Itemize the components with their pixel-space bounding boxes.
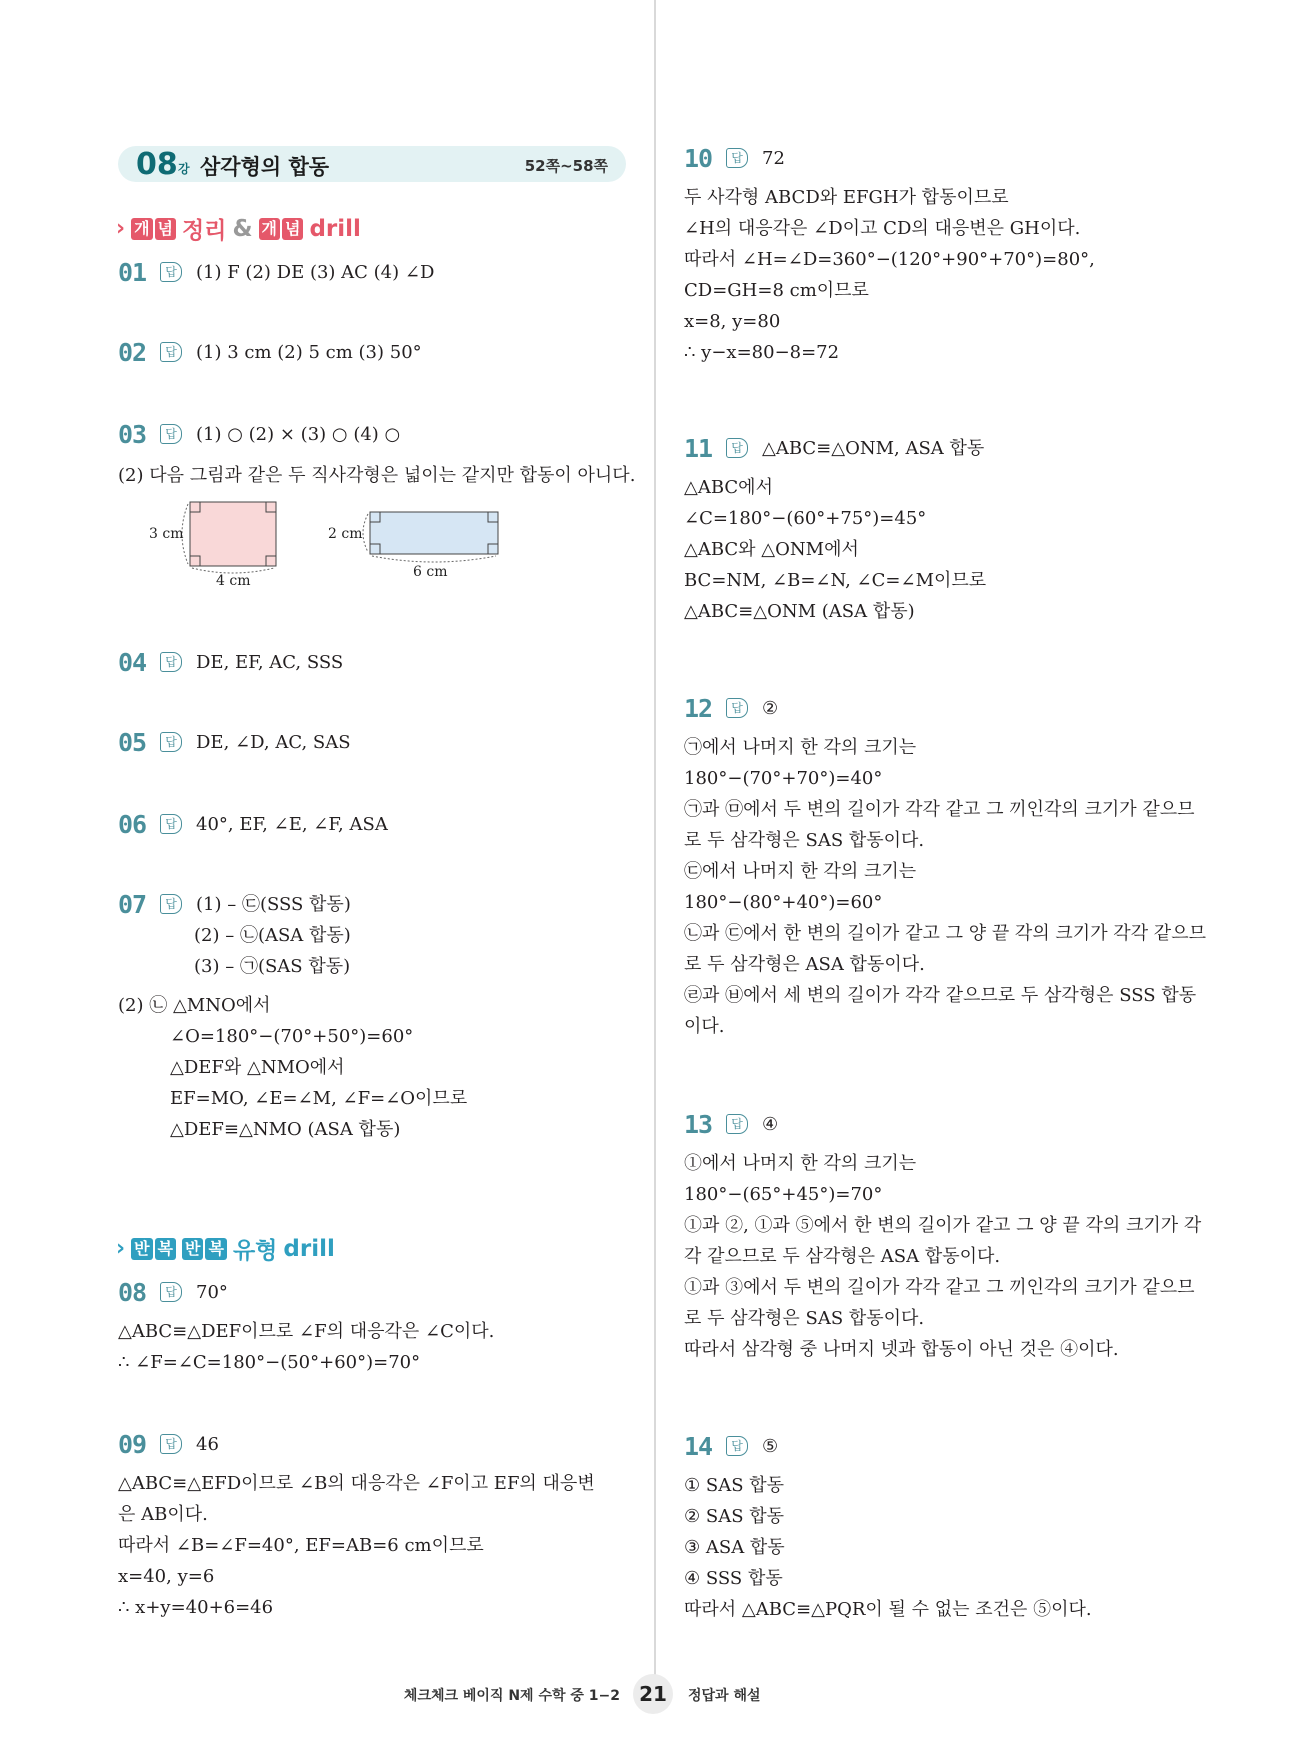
explanation-line: ㉡과 ㉢에서 한 변의 길이가 같고 그 양 끝 각의 크기가 각각 같으므 — [684, 923, 1206, 944]
dim-arc — [363, 514, 368, 552]
explanation-line: 로 두 삼각형은 SAS 합동이다. — [684, 830, 925, 851]
answer-text: 70° — [196, 1281, 228, 1303]
question-number: 04 — [118, 647, 147, 677]
question-09 — [118, 1428, 595, 1623]
explanation-line: ∠H의 대응각은 ∠D이고 CD의 대응변은 GH이다. — [684, 218, 1081, 239]
question-07 — [118, 888, 467, 1145]
answer-text: (2) – ㉡(ASA 합동) — [194, 925, 351, 946]
section-header-drill — [116, 1232, 335, 1265]
explanation-line: 180°−(80°+40°)=60° — [684, 892, 883, 913]
answer-text: (1) F (2) DE (3) AC (4) ∠D — [196, 261, 435, 283]
tag-repeat-1: 반 복 — [131, 1238, 176, 1260]
explanation-line: 180°−(65°+45°)=70° — [684, 1184, 883, 1205]
rect2-height-label: 2 cm — [328, 526, 363, 542]
explanation-line: ③ ASA 합동 — [684, 1537, 785, 1558]
answer-text: (3) – ㉠(SAS 합동) — [194, 956, 351, 977]
question-number: 06 — [118, 809, 147, 839]
explanation-line: 두 사각형 ABCD와 EFGH가 합동이므로 — [684, 187, 1009, 208]
answer-text: △ABC≡△ONM, ASA 합동 — [762, 437, 985, 459]
question-number: 03 — [118, 419, 147, 449]
chapter-title: 삼각형의 합동 — [200, 155, 330, 179]
page-number: 21 — [633, 1674, 673, 1714]
explanation-line: ④ SSS 합동 — [684, 1568, 783, 1589]
explanation-line: ㉣과 ㉥에서 세 변의 길이가 각각 같으므로 두 삼각형은 SSS 합동 — [684, 985, 1197, 1006]
explanation-line: ∴ x+y=40+6=46 — [118, 1597, 274, 1618]
footer-section: 정답과 해설 — [688, 1688, 761, 1704]
explanation-line: 따라서 △ABC≡△PQR이 될 수 없는 조건은 ⑤이다. — [684, 1599, 1092, 1620]
rectangles-figure — [140, 496, 520, 591]
tag-concept-1: 개 념 — [131, 218, 176, 240]
question-number: 13 — [684, 1109, 713, 1139]
chapter-header — [118, 146, 626, 182]
explanation-line: x=8, y=80 — [684, 311, 781, 332]
rectangle-3x4 — [190, 502, 276, 566]
answer-badge: 답 — [726, 148, 748, 168]
page-footer — [0, 1672, 1300, 1712]
footer-book-title: 체크체크 베이직 N제 수학 중 1−2 — [403, 1688, 620, 1704]
rect2-width-label: 6 cm — [413, 564, 448, 580]
explanation-line: 따라서 ∠H=∠D=360°−(120°+90°+70°)=80°, — [684, 249, 1095, 270]
question-number: 07 — [118, 889, 147, 919]
question-02 — [118, 336, 422, 368]
section-text: 유형 — [232, 1238, 278, 1264]
explanation-line: △ABC≡△DEF이므로 ∠F의 대응각은 ∠C이다. — [118, 1321, 495, 1342]
answer-text: DE, EF, AC, SSS — [196, 651, 344, 673]
explanation-line: ①과 ②, ①과 ⑤에서 한 변의 길이가 같고 그 양 끝 각의 크기가 각 — [684, 1215, 1202, 1236]
answer-badge: 답 — [160, 732, 182, 752]
question-number: 11 — [684, 433, 713, 463]
answer-text: 46 — [196, 1433, 219, 1455]
section-amp: & — [232, 215, 253, 242]
question-04 — [118, 646, 343, 678]
section-drill: drill — [283, 1235, 335, 1262]
question-number: 14 — [684, 1431, 713, 1461]
question-12 — [684, 692, 1206, 1042]
chevron-right-icon: › — [116, 216, 126, 241]
answer-text: 72 — [762, 147, 785, 169]
chapter-kang: 강 — [178, 162, 190, 176]
explanation-line: ㉠에서 나머지 한 각의 크기는 — [684, 737, 917, 758]
explanation-line: 이다. — [684, 1016, 725, 1037]
rect1-height-label: 3 cm — [149, 526, 184, 542]
question-01 — [118, 256, 434, 288]
question-14 — [684, 1430, 1092, 1625]
question-number: 09 — [118, 1429, 147, 1459]
tag-concept-2: 개 념 — [259, 218, 304, 240]
dim-arc — [372, 556, 496, 562]
answer-badge: 답 — [726, 1114, 748, 1134]
question-number: 02 — [118, 337, 147, 367]
explanation-line: x=40, y=6 — [118, 1566, 215, 1587]
question-08 — [118, 1276, 494, 1378]
explanation-line: 로 두 삼각형은 SAS 합동이다. — [684, 1308, 925, 1329]
answer-text: 40°, EF, ∠E, ∠F, ASA — [196, 813, 388, 835]
explanation-line: ㉠과 ㉤에서 두 변의 길이가 각각 같고 그 끼인각의 크기가 같으므 — [684, 799, 1195, 820]
explanation-line: ∠C=180°−(60°+75°)=45° — [684, 508, 927, 529]
explanation-line: BC=NM, ∠B=∠N, ∠C=∠M이므로 — [684, 570, 987, 591]
chevron-right-icon: › — [116, 1236, 126, 1261]
answer-badge: 답 — [726, 438, 748, 458]
explanation-line: ① SAS 합동 — [684, 1475, 785, 1496]
explanation-line: △ABC와 △ONM에서 — [684, 539, 859, 560]
answer-text: ④ — [762, 1113, 779, 1135]
question-13 — [684, 1108, 1201, 1365]
explanation-line: ①과 ③에서 두 변의 길이가 각각 같고 그 끼인각의 크기가 같으므 — [684, 1277, 1195, 1298]
explanation-line: △ABC≡△EFD이므로 ∠B의 대응각은 ∠F이고 EF의 대응변 — [118, 1473, 595, 1494]
question-05 — [118, 726, 351, 758]
column-divider — [654, 0, 656, 1680]
explanation-line: ①에서 나머지 한 각의 크기는 — [684, 1153, 917, 1174]
question-10 — [684, 142, 1095, 368]
question-11 — [684, 432, 986, 627]
answer-badge: 답 — [160, 1282, 182, 1302]
question-number: 05 — [118, 727, 147, 757]
explanation-line: △DEF≡△NMO (ASA 합동) — [170, 1119, 401, 1140]
explanation-line: CD=GH=8 cm이므로 — [684, 280, 869, 301]
explanation-line: ∠O=180°−(70°+50°)=60° — [170, 1026, 414, 1047]
answer-text: (1) 3 cm (2) 5 cm (3) 50° — [196, 341, 422, 363]
answer-badge: 답 — [160, 652, 182, 672]
explanation-line: 각 같으므로 두 삼각형은 ASA 합동이다. — [684, 1246, 1001, 1267]
question-03 — [118, 418, 635, 491]
explanation-line: (2) ㉡ △MNO에서 — [118, 995, 271, 1016]
explanation-line: EF=MO, ∠E=∠M, ∠F=∠O이므로 — [170, 1088, 468, 1109]
question-number: 08 — [118, 1277, 147, 1307]
answer-text: (1) – ㉢(SSS 합동) — [196, 893, 351, 915]
answer-text: DE, ∠D, AC, SAS — [196, 731, 351, 753]
explanation-line: (2) 다음 그림과 같은 두 직사각형은 넓이는 같지만 합동이 아니다. — [118, 465, 636, 486]
explanation-line: 따라서 삼각형 중 나머지 넷과 합동이 아닌 것은 ④이다. — [684, 1339, 1119, 1360]
explanation-line: ∴ y−x=80−8=72 — [684, 342, 840, 363]
answer-badge: 답 — [160, 424, 182, 444]
answer-badge: 답 — [160, 894, 182, 914]
answer-text: ⑤ — [762, 1435, 779, 1457]
explanation-line: ∴ ∠F=∠C=180°−(50°+60°)=70° — [118, 1352, 421, 1373]
explanation-line: 따라서 ∠B=∠F=40°, EF=AB=6 cm이므로 — [118, 1535, 484, 1556]
section-text-1: 정리 — [182, 218, 227, 244]
explanation-line: △ABC에서 — [684, 477, 773, 498]
question-number: 01 — [118, 257, 147, 287]
tag-repeat-2: 반 복 — [182, 1238, 227, 1260]
explanation-line: △ABC≡△ONM (ASA 합동) — [684, 601, 915, 622]
section-header-concept — [116, 212, 361, 245]
answer-badge: 답 — [160, 262, 182, 282]
answer-badge: 답 — [160, 814, 182, 834]
answer-badge: 답 — [726, 698, 748, 718]
answer-badge: 답 — [160, 1434, 182, 1454]
answer-badge: 답 — [726, 1436, 748, 1456]
answer-badge: 답 — [160, 342, 182, 362]
answer-text: (1) ○ (2) × (3) ○ (4) ○ — [196, 423, 401, 445]
explanation-line: 로 두 삼각형은 ASA 합동이다. — [684, 954, 925, 975]
explanation-line: 은 AB이다. — [118, 1504, 208, 1525]
rectangle-2x6 — [370, 512, 498, 554]
question-06 — [118, 808, 388, 840]
explanation-line: 180°−(70°+70°)=40° — [684, 768, 883, 789]
explanation-line: △DEF와 △NMO에서 — [170, 1057, 345, 1078]
question-number: 10 — [684, 143, 713, 173]
chapter-pages: 52쪽~58쪽 — [524, 157, 608, 175]
chapter-number: 08 — [136, 147, 178, 182]
rect1-width-label: 4 cm — [216, 573, 251, 589]
explanation-line: ㉢에서 나머지 한 각의 크기는 — [684, 861, 917, 882]
section-text-2: drill — [309, 215, 361, 242]
explanation-line: ② SAS 합동 — [684, 1506, 785, 1527]
answer-text: ② — [762, 697, 779, 719]
question-number: 12 — [684, 693, 713, 723]
